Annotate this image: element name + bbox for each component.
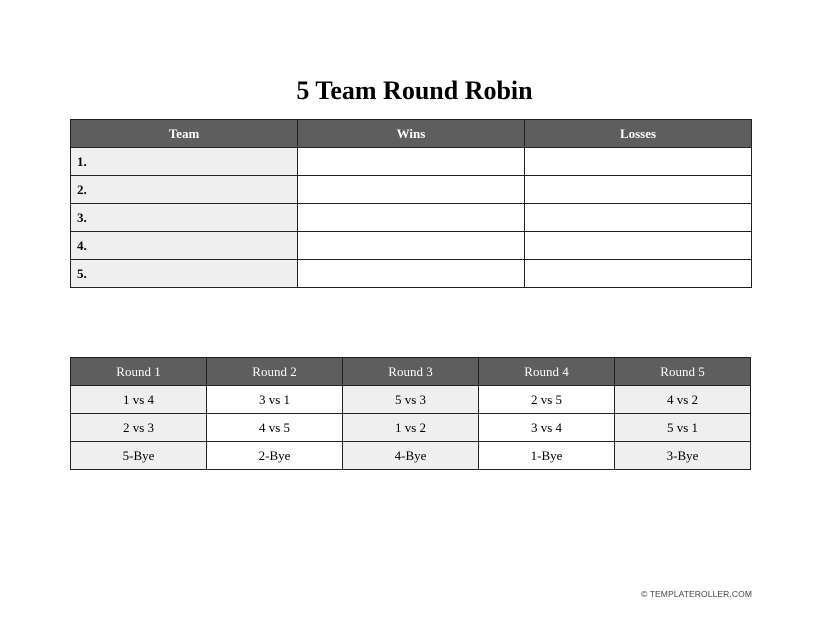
header-round-1: Round 1 — [71, 358, 207, 386]
table-row — [71, 414, 751, 442]
match-cell: 1 vs 2 — [343, 414, 479, 442]
bye-cell: 1-Bye — [479, 442, 615, 470]
table-row — [71, 232, 752, 260]
standings-table — [70, 119, 752, 288]
table-row — [71, 442, 751, 470]
table-row — [71, 386, 751, 414]
copyright-icon: © — [641, 589, 648, 599]
match-cell: 4 vs 2 — [615, 386, 751, 414]
table-row — [71, 204, 752, 232]
header-round-2: Round 2 — [207, 358, 343, 386]
table-row — [71, 176, 752, 204]
standings-header-row — [71, 120, 752, 148]
losses-cell[interactable] — [525, 260, 752, 288]
match-cell: 2 vs 5 — [479, 386, 615, 414]
header-round-3: Round 3 — [343, 358, 479, 386]
wins-cell[interactable] — [298, 260, 525, 288]
bye-cell: 4-Bye — [343, 442, 479, 470]
match-cell: 3 vs 1 — [207, 386, 343, 414]
losses-cell[interactable] — [525, 232, 752, 260]
table-row — [71, 260, 752, 288]
bye-cell: 2-Bye — [207, 442, 343, 470]
team-cell[interactable]: 2. — [71, 176, 298, 204]
header-losses: Losses — [525, 120, 752, 148]
losses-cell[interactable] — [525, 148, 752, 176]
team-cell[interactable]: 4. — [71, 232, 298, 260]
wins-cell[interactable] — [298, 176, 525, 204]
team-cell[interactable]: 1. — [71, 148, 298, 176]
footer-credit — [641, 589, 752, 599]
team-cell[interactable]: 5. — [71, 260, 298, 288]
bye-cell: 3-Bye — [615, 442, 751, 470]
match-cell: 5 vs 1 — [615, 414, 751, 442]
match-cell: 4 vs 5 — [207, 414, 343, 442]
losses-cell[interactable] — [525, 176, 752, 204]
table-row — [71, 148, 752, 176]
match-cell: 2 vs 3 — [71, 414, 207, 442]
schedule-header-row — [71, 358, 751, 386]
header-team: Team — [71, 120, 298, 148]
header-round-5: Round 5 — [615, 358, 751, 386]
wins-cell[interactable] — [298, 204, 525, 232]
match-cell: 3 vs 4 — [479, 414, 615, 442]
match-cell: 1 vs 4 — [71, 386, 207, 414]
header-round-4: Round 4 — [479, 358, 615, 386]
losses-cell[interactable] — [525, 204, 752, 232]
page-title: 5 Team Round Robin — [296, 76, 533, 105]
bye-cell: 5-Bye — [71, 442, 207, 470]
wins-cell[interactable] — [298, 148, 525, 176]
footer-text: TEMPLATEROLLER.COM — [649, 589, 752, 599]
header-wins: Wins — [298, 120, 525, 148]
schedule-table — [70, 357, 751, 470]
wins-cell[interactable] — [298, 232, 525, 260]
team-cell[interactable]: 3. — [71, 204, 298, 232]
match-cell: 5 vs 3 — [343, 386, 479, 414]
